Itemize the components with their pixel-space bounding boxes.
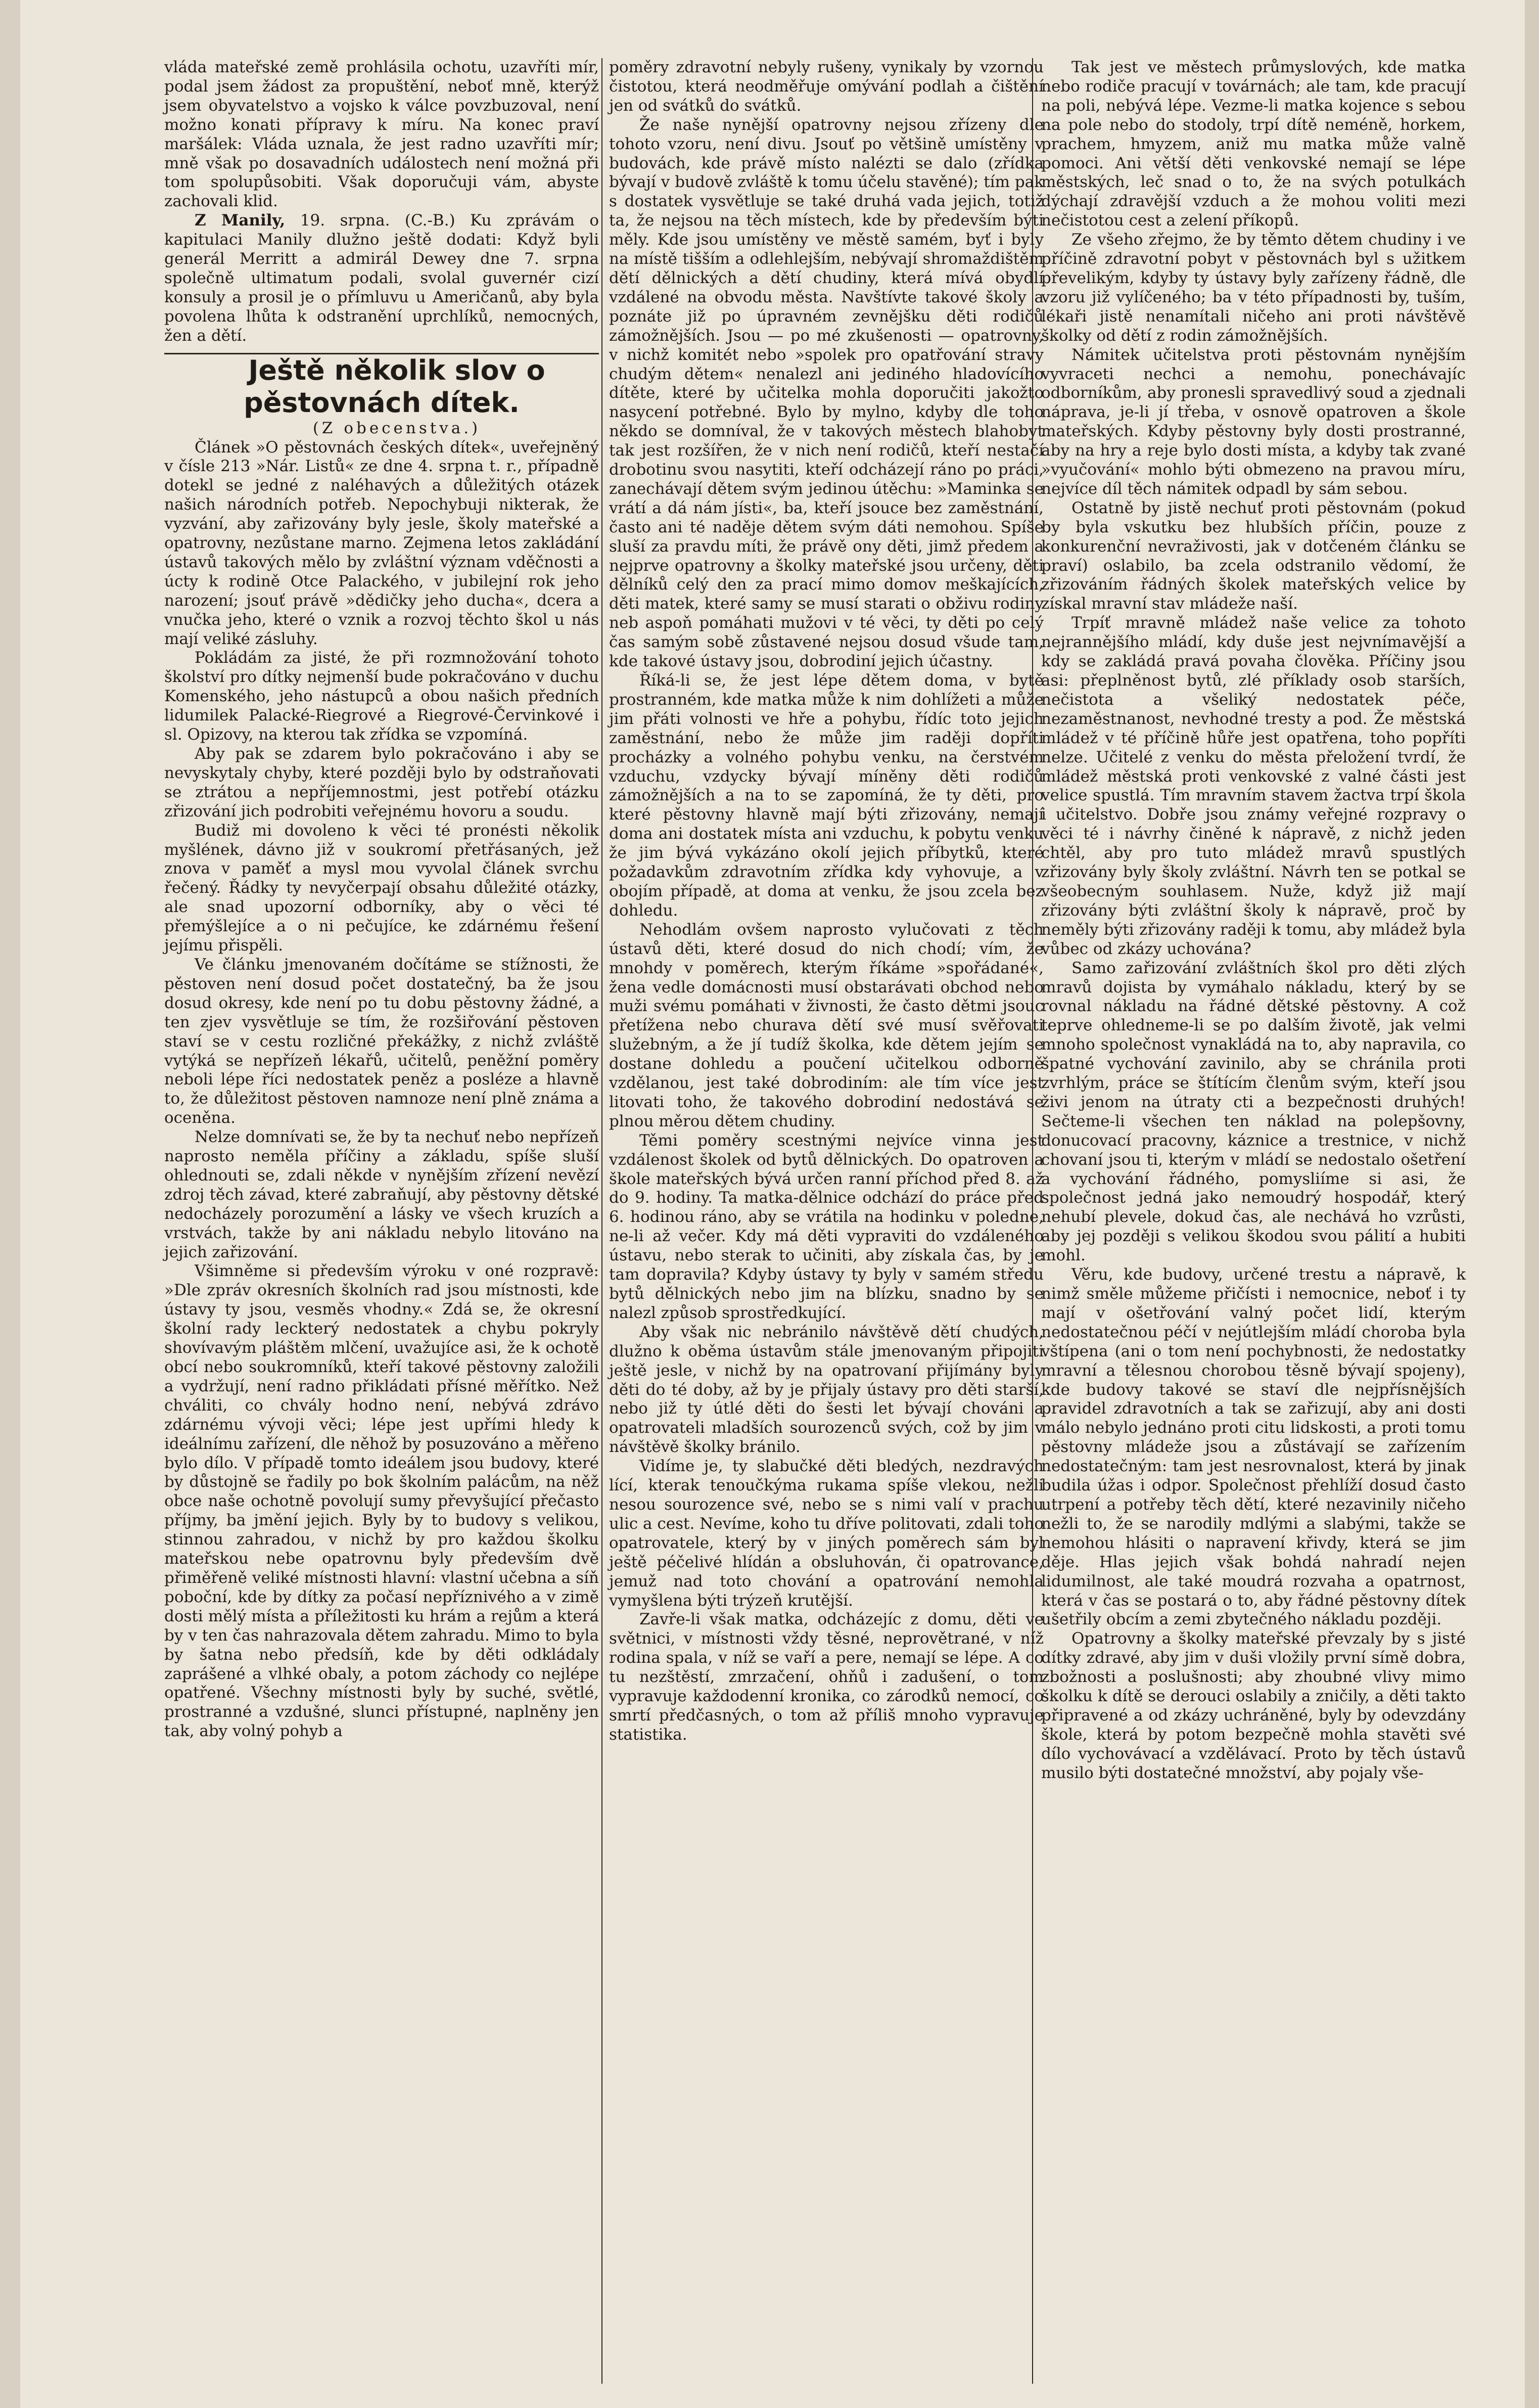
article-paragraph: Že naše nynější opatrovny nejsou zřízeny dle tohoto vzoru, není divu. Jsouť po většině umístěny v budovách, kde právě místo nalézti se dalo (zřídka bývají v budově zvláště k tomu účelu stavěné); tím pak s dostatek vysvětluje se také druhá vada jejich, totiž ta, že nejsou na těch místech, kde by především býti měly. Kde jsou umístěny ve městě samém, byť i byly na místě tišším a odlehlejším, nebývají shromaždištěm dětí dělnických a dětí chudiny, která mívá obydlí vzdálené na obvodu města. Navštívte takové školy a poznáte již po úpravném zevnějšku děti rodičů zámožnějších. Jsou — po mé zkušenosti — opatrovny, v nichž komitét nebo »spolek pro opatřování stravy chudým dětem« nenalezl ani jediného hladovícího dítěte, které by učitelka mohla doporučiti jakožto nasycení potřebné. Bylo by mylno, kdyby dle toho někdo se domníval, že v takových městech blahobyt tak jest rozšířen, že v nich není rodičů, kteří nestačí drobotinu svou nasytiti, kteří odcházejí ráno po práci, zanechávají dětem svým jedinou útěchu: »Maminka se vrátí a dá nám jísti«, ba, kteří jsouce bez zaměstnání, často ani té naděje dětem svým dáti nemohou. Spíše sluší za pravdu míti, že právě ony děti, jimž předem a nejprve opatrovny a školky mateřské jsou určeny, děti dělníků celý den za prací mimo domov meškajících, děti matek, které samy se musí starati o obživu rodiny neb aspoň pomáhati mužovi v té věci, ty děti po celý čas samým sobě zůstavené nejsou dosud všude tam, kde takové ústavy jsou, dobrodiní jejich účastny. — [609, 115, 1044, 671]
article-paragraph: Budiž mi dovoleno k věci té pronésti několik myšlének, dávno již v soukromí přetřásaných, jež znova v paměť a mysl mou vyvolal článek svrchu řečený. Řádky ty nevyčerpají obsahu důležité otázky, ale snad upozorní odborníky, aby o věci té přemýšlejíce a o ni pečujíce, ke zdárnému řešení jejímu přispěli. — [164, 821, 599, 955]
article-paragraph: Říká-li se, že jest lépe dětem doma, v bytě prostranném, kde matka může k nim dohlížeti a může jim přáti volnosti ve hře a pohybu, řídíc toto jejich zaměstnání, nebo že může jim raději dopříti procházky a volného pohybu venku, na čerstvém vzduchu, vzdycky bývají míněny děti rodičů zámožnějších a na to se zapomíná, že ty děti, pro které pěstovny hlavně mají býti zřizovány, nemají doma ani dostatek místa ani vzduchu, k pobytu venku že jim bývá vykázáno okolí jejich příbytků, které požadavkům zdravotním zřídka kdy vyhovuje, a v obojím případě, at doma at venku, že jsou zcela bez dohledu. — [609, 671, 1044, 920]
article-paragraph: Ostatně by jistě nechuť proti pěstovnám (pokud by byla vskutku bez hlubších příčin, pouze z konkurenční nevraživosti, jak v dotčeném článku se praví) oslabilo, ba zcela odstranilo vědomí, že zřizováním řádných školek mateřských velice by získal mravní stav mládeže naší. — [1041, 498, 1466, 613]
article-paragraph: Všimněme si především výroku v oné rozpravě: »Dle zpráv okresních školních rad jsou místnosti, kde ústavy ty jsou, vesměs vhodny.« Zdá se, že okresní školní rady leckterý nedostatek a chybu pokryly shovívavým pláštěm mlčení, uvažujíce asi, že k ochotě obcí nebo soukromníků, kteří takové pěstovny založili a vydržují, není radno přikládati přísné měřítko. Než chváliti, co chvály hodno není, nebývá zdrávo zdárnému vývoji věci; lépe jest upřími hledy k ideálnímu zařízení, dle něhož by posuzováno a měřeno bylo dílo. V případě tomto ideálem jsou budovy, které by důstojně se řadily po bok školním palácům, na něž obce naše ochotně povolují sumy převyšující přečasto příjmy, ba jmění jejich. Byly by to budovy s velikou, stinnou zahradou, v nichž by pro každou školku mateřskou nebe opatrovnu byly především dvě přiměřeně veliké místnosti hlavní: vlastní učebna a síň poboční, kde by dítky za počasí nepříznivého a v zimě dosti mělý místa a příležitosti ku hrám a rejům a která by v ten čas nahrazovala dětem zahradu. Mimo to byla by šatna nebo předsíň, kde by děti odkládaly zaprášené a vlhké obaly, a potom záchody co nejlépe opatřené. Všechny místnosti byly by suché, světlé, prostranné a vzdušné, slunci přístupné, naplněny jen tak, aby volný pohyb a — [164, 1262, 599, 1741]
article-paragraph: Článek »O pěstovnách českých dítek«, uveřejněný v čísle 213 »Nár. Listů« ze dne 4. srpna t. r., případně dotekl se jedné z naléhavých a důležitých otázek našich národních potřeb. Nepochybuji nikterak, že vyzvání, aby zařizovány byly jesle, školy mateřské a opatrovny, nezůstane marno. Zejmena letos zakládání ústavů takových mělo by zvláštní význam vděčnosti a úcty k rodině Otce Palackého, v jubilejní rok jeho narození; jsouť právě »dědičky jeho ducha«, dcera a vnučka jeho, které o vznik a rozvoj těchto škol u nás mají veliké zásluhy. — [164, 438, 599, 648]
column-3 — [1041, 58, 1466, 1783]
article-byline: (Z obecenstva.) — [312, 419, 481, 437]
article-paragraph: Pokládám za jisté, že při rozmnožování tohoto školství pro dítky nejmenší bude pokračováno v duchu Komenského, jeho nástupců a obou našich předních lidumilek Palacké-Riegrové a Riegrové-Červinkové i sl. Opizovy, na kterou tak zřídka se vzpomíná. — [164, 649, 599, 744]
article-paragraph: Nehodlám ovšem naprosto vylučovati z těch ústavů děti, které dosud do nich chodí; vím, že mnohdy v poměrech, kterým říkáme »spořádané«, žena vedle domácnosti musí obstarávati obchod nebo muži svému pomáhati v živnosti, že často dětmi jsouc přetížena nebo churava dětí své musí svěřovati služebným, a že jí tudíž školka, kde dětem jejím se dostane dohledu a poučení učitelkou odborně vzdělanou, jest také dobrodiním: ale tím více jest litovati toho, že takového dobrodiní nedostává se plnou měrou dětem chudiny. — [609, 920, 1044, 1130]
page-margin-left — [0, 0, 20, 2408]
article-paragraph: Vidíme je, ty slabučké děti bledých, nezdravých lící, kterak tenoučkýma rukama spíše vlekou, nežli nesou sourozence své, nebo se s nimi valí v prachu ulic a cest. Nevíme, koho tu dříve politovati, zdali toho opatrovatele, který by v jiných poměrech sám byl ještě péčelivé hlídán a obsluhován, či opatrovance, jemuž nad toto chování a opatrování nemohla vymyšlena býti trýzeň krutější. — [609, 1457, 1044, 1610]
column-2 — [609, 58, 1044, 1745]
article-paragraph: Aby však nic nebránilo návštěvě dětí chudých, dlužno k oběma ústavům stále jmenovaným připojiti ještě jesle, v nichž by na opatrovaní přijímány byly děti do té doby, až by je přijaly ústavy pro děti starší, nebo již ty útlé děti do šesti let bývají chováni a opatrovateli mladších sourozenců svých, což by jim v návštěvě školky bránilo. — [609, 1323, 1044, 1457]
news-item — [164, 211, 599, 345]
column-1 — [164, 58, 599, 1741]
article-paragraph: Ve článku jmenovaném dočítáme se stížnosti, že pěstoven není dosud počet dostatečný, ba že jsou dosud okresy, kde není po tu dobu pěstovny žádné, a ten zjev vysvětluje se tím, že rozšiřování pěstoven staví se v cestu rozličné překážky, z nichž zvláště vytýká se nepřízeň lékařů, učitelů, peněžní poměry neboli lépe říci nedostatek peněz a posléze a hlavně to, že důležitost pěstoven namnoze není plně známa a oceněna. — [164, 955, 599, 1127]
article-headline: Ještě několik slov o pěstovnách dítek. — [244, 354, 545, 419]
article-paragraph: Námitek učitelstva proti pěstovnám nynějším vyvraceti nechci a nemohu, ponechávajíc odborníkům, aby pronesli spravedlivý soud a zjednali náprava, je-li jí třeba, v osnově opatroven a škole mateřských. Kdyby pěstovny byly dosti prostranné, aby na hry a reje bylo dosti místa, a kdyby tak zvané »vyučování« mohlo býti obmezeno na pravou míru, nejvíce díl těch námitek odpadl by sám sebou. — [1041, 345, 1466, 498]
article-paragraph: Těmi poměry scestnými nejvíce vinna jest vzdálenost školek od bytů dělnických. Do opatroven a škole mateřských bývá určen ranní příchod před 8. až do 9. hodiny. Ta matka-dělnice odchází do práce před 6. hodinou ráno, aby se vrátila na hodinku v poledne, ne-li až večer. Kdy má děti vypraviti do vzdáleného ústavu, nebo sterak to učiniti, aby získala čas, by je tam dopravila? Kdyby ústavy ty byly v samém středu bytů dělnických nebo jim na blízku, snadno by se nalezl způsob sprostředkující. — [609, 1131, 1044, 1322]
article-paragraph: Samo zařizování zvláštních škol pro děti zlých mravů dojista by vymáhalo nákladu, který by se rovnal nákladu na řádné dětské pěstovny. A což teprve ohledneme-li se po dalším životě, jak velmi mnoho společnost vynakládá na to, aby napravila, co špatné vychování zavinilo, aby se chránila proti zvrhlým, práce se štítícím členům svým, kteří jsou živi jenom na útraty cti a bezpečnosti druhých! Sečteme-li všechen ten náklad na polepšovny, donucovací pracovny, káznice a trestnice, v nichž chovaní jsou ti, kterým v mládí se nedostalo ošetření a vychování řádného, pomysliíme si asi, že společnost jedná jako nemoudrý hospodář, který nehubí plevele, dokud čas, ale nechává ho vzrůsti, aby jej později s velikou škodou svou pálití a hubiti mohl. — [1041, 959, 1466, 1265]
article-paragraph: Aby pak se zdarem bylo pokračováno i aby se nevyskytaly chyby, které později bylo by odstraňovati se ztrátou a nepříjemnostmi, jest potřebí otázku zřizování jich podrobiti veřejnému hovoru a soudu. — [164, 745, 599, 821]
article-paragraph: Ze všeho zřejmo, že by těmto dětem chudiny i ve příčině zdravotní pobyt v pěstovnách byl s užitkem převelikým, kdyby ty ústavy byly zařízeny řádně, dle vzoru již vylíčeného; ba v této případnosti by, tuším, lékaři jistě nenamítali ničeho ani proti návštěvě školky od dětí z rodin zámožnějších. — [1041, 231, 1466, 345]
article-paragraph: Tak jest ve městech průmyslových, kde matka nebo rodiče pracují v továrnách; ale tam, kde pracují na poli, nebývá lépe. Vezme-li matka kojence s sebou na pole nebo do stodoly, trpí dítě neméně, horkem, prachem, hmyzem, aniž mu matka může valně pomoci. Ani větší děti venkovské nemají se lépe městských, leč snad o to, že na svých potulkách dýchají zdravější vzduch a že mohou voliti mezi nečistotou cest a zelení příkopů. — [1041, 58, 1466, 230]
article-paragraph: Zavře-li však matka, odcházejíc z domu, děti ve světnici, v místnosti vždy těsné, neprovětrané, v níž rodina spala, v níž se vaří a pere, nemají se lépe. A co tu nezštěstí, zmrzačení, ohňů i zadušení, o tom vypravuje každodenní kronika, co zárodků nemocí, co smrtí předčasných, o tom až příliš mnoho vypravuje statistika. — [609, 1610, 1044, 1744]
news-text: 19. srpna. (C.-B.) Ku zprávám o kapitulaci Manily dlužno ještě dodati: Když byli generál Merritt a admirál Dewey dne 7. srpna společně ultimatum podali, svolal guvernér cizí konsuly a prosil je o přímluvu u Američanů, aby byla povolena lhůta k odstranění uprchlíků, nemocných, žen a dětí. — [164, 211, 599, 345]
article-paragraph: poměry zdravotní nebyly rušeny, vynikaly by vzornou čistotou, která neodměřuje omývání podlah a čištění jen od svátků do svátků. — [609, 58, 1044, 115]
article-paragraph: Trpíť mravně mládež naše velice za tohoto nejrannějšího mládí, kdy duše jest nejvnímavější a kdy se zakládá pravá povaha člověka. Příčiny jsou asi: přeplněnost bytů, zlé příklady osob starších, nečistota a všeliký nedostatek péče, nezaměstnanost, nevhodné tresty a pod. Že městská mládež v té příčině hůře jest opatřena, toho popříti nelze. Učitelé z venku do města přeložení tvrdí, že mládež městská proti venkovské z valné části jest velice spustlá. Tím mravním stavem žactva trpí škola i učitelstvo. Dobře jsou známy veřejné rozpravy o věci té i návrhy činěné k nápravě, z nichž jeden chtěl, aby pro tuto mládež mravů spustlých zřizovány byly školy zvláštní. Návrh ten se potkal se všeobecným souhlasem. Nuže, když již mají zřizovány býti zvláštní školy k nápravě, proč by neměly býti zřizovány raději k tomu, aby mládež byla vůbec od zkázy uchována? — [1041, 614, 1466, 958]
column-divider — [601, 58, 602, 2384]
dateline-place: Z Manily, — [195, 211, 286, 230]
article-paragraph: Nelze domnívati se, že by ta nechuť nebo nepřízeň naprosto neměla příčiny a základu, spíše sluší ohlednouti se, zdali někde v nynějším zřízení nevězí zdroj těch závad, které zabraňují, aby pěstovny dětské nedocházely porozumění a lásky ve všech kruzích a vrstvách, takže by ani nákladu nebylo litováno na jejich zařizování. — [164, 1128, 599, 1261]
article-paragraph: Opatrovny a školky mateřské převzaly by s jisté dítky zdravé, aby jim v duši vložily první símě dobra, zbožnosti a poslušnosti; aby zhoubné vlivy mimo školku k dítě se derouci oslabily a zničily, a děti takto připravené a od zkázy uchráněné, byly by odevzdány škole, která by potom bezpečně mohla stavěti své dílo vychovávací a vzdělávací. Proto by těch ústavů musilo býti dostatečné množství, aby pojaly vše- — [1041, 1629, 1466, 1782]
article-paragraph: Věru, kde budovy, určené trestu a nápravě, k nimž směle můžeme přičísti i nemocnice, neboť i ty mají v ošetřování valný počet lidí, kterým nedostatečnou péčí v nejútlejším mládí choroba byla vštípena (ani o tom není pochybnosti, že nedostatky mravní a tělesnou chorobou těsně bývají spojeny), kde budovy takové se staví dle nejpřísnějších pravidel zdravotních a tak se zařizují, aby ani dosti málo nebylo jednáno proti citu lidskosti, a proti tomu pěstovny mládeže jsou a zůstávají se zařízením nedostatečným: tam jest nesrovnalost, která by jinak budila úžas i odpor. Společnost přehlíží dosud často utrpení a potřeby těch dětí, které nezavinily ničeho nežli to, že se narodily mdlými a slabými, takže se nemohou hlásiti o napravení křivdy, která se jim děje. Hlas jejich však bohdá nahradí nejen lidumilnost, ale také moudrá rozvaha a opatrnost, která v čas se postará o to, aby řádné pěstovny dítek ušetřily obcím a zemi zbytečného nákladu později. — [1041, 1265, 1466, 1629]
article-text: vláda mateřské země prohlásila ochotu, uzavříti mír, podal jsem žádost za propuštění, neboť mně, kterýž jsem obyvatelstvo a vojsko k válce povzbuzoval, není možno konati přípravy k míru. Na konec praví maršálek: Vláda uznala, že jest radno uzavříti mír; mně však po dosavadních událostech není možná při tom spolupůsobiti. Však doporučuji vám, abyste zachovali klid. — [164, 58, 599, 211]
page-margin-right — [1525, 0, 1539, 2408]
